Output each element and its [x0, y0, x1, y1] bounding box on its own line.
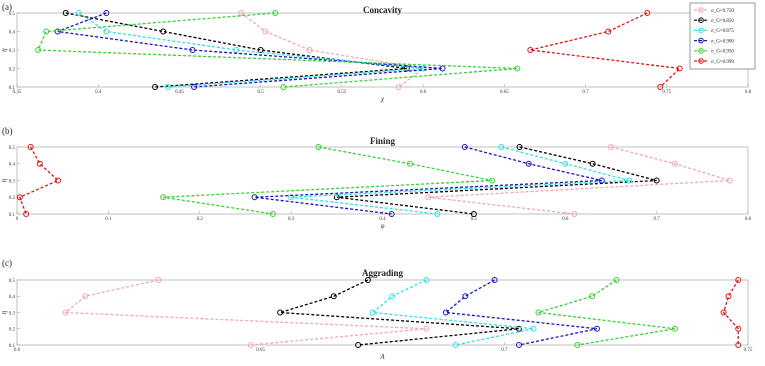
x-tick-label: 0.6	[13, 348, 21, 353]
axes-frame	[17, 280, 748, 345]
data-point	[104, 29, 109, 34]
chart-title: Fining	[369, 136, 396, 146]
series-line	[163, 147, 492, 214]
y-tick-label: 0.4	[8, 162, 15, 168]
panel-aggrading	[0, 258, 753, 361]
y-axis-label: η	[0, 48, 8, 52]
y-tick-label: 0.3	[8, 311, 15, 317]
panel-concavity	[0, 2, 752, 103]
data-point	[44, 29, 49, 34]
x-tick-label: 0.5	[257, 90, 264, 95]
x-tick-label: 0.8	[744, 217, 752, 222]
x-axis-label: φ	[380, 222, 385, 230]
series-line	[66, 13, 407, 87]
y-tick-label: 0.5	[8, 145, 15, 151]
panel-label: (c)	[2, 258, 12, 268]
panel-label: (b)	[2, 126, 13, 136]
chart-title: Aggrading	[361, 268, 404, 278]
series-line	[446, 280, 597, 345]
series-3	[252, 145, 604, 217]
x-tick-label: 0.6	[562, 217, 569, 222]
series-5	[17, 145, 60, 217]
series-2	[289, 145, 632, 217]
y-tick-label: 0.1	[8, 212, 15, 218]
legend-label: σ_G=0.750	[711, 8, 734, 14]
y-tick-label: 0.4	[8, 30, 15, 36]
data-point	[56, 178, 61, 183]
series-line	[58, 13, 443, 87]
x-tick-label: 0.65	[499, 90, 509, 95]
series-5	[528, 11, 682, 90]
y-tick-label: 0.2	[8, 67, 15, 73]
y-tick-label: 0.1	[8, 343, 15, 349]
series-0	[63, 278, 429, 348]
y-tick-label: 0.3	[8, 179, 15, 185]
y-tick-label: 0.2	[8, 327, 15, 333]
legend-label: σ_G=0.999	[711, 59, 734, 65]
x-tick-label: 0.6	[419, 90, 427, 95]
y-tick-label: 0.4	[8, 295, 15, 301]
data-point	[307, 48, 312, 53]
data-point	[463, 294, 468, 299]
x-tick-label: 0.8	[744, 90, 752, 95]
series-line	[337, 147, 657, 214]
series-1	[278, 278, 522, 348]
x-axis-label: χ	[380, 95, 385, 103]
series-line	[428, 147, 730, 214]
data-point	[606, 29, 611, 34]
series-line	[291, 147, 629, 214]
x-tick-label: 0.5	[470, 217, 477, 222]
series-2	[370, 278, 536, 348]
x-axis-label: A	[380, 353, 385, 361]
series-1	[63, 11, 409, 90]
legend	[690, 3, 755, 69]
legend-label: σ_G=0.900	[711, 39, 734, 45]
data-point	[370, 310, 375, 315]
series-line	[20, 147, 58, 214]
x-tick-label: 0.55	[337, 90, 347, 95]
series-line	[373, 280, 534, 345]
y-tick-label: 0.2	[8, 196, 15, 202]
series-3	[443, 278, 599, 348]
x-tick-label: 0.45	[175, 90, 184, 95]
series-0	[426, 145, 733, 217]
x-tick-label: 0.7	[582, 90, 589, 95]
x-tick-label: 0.3	[288, 217, 295, 222]
series-line	[38, 13, 517, 87]
x-tick-label: 0.65	[256, 348, 266, 353]
x-tick-label: 0.75	[743, 348, 753, 353]
data-point	[83, 294, 88, 299]
y-axis-label: η	[0, 178, 8, 183]
series-1	[334, 145, 659, 217]
x-tick-label: 0.4	[379, 217, 386, 222]
legend-label: σ_G=0.875	[711, 29, 734, 35]
x-tick-label: 0.75	[662, 90, 672, 95]
y-tick-label: 0.5	[8, 278, 15, 284]
series-line	[280, 280, 519, 345]
series-0	[239, 11, 426, 90]
series-5	[721, 278, 741, 348]
y-tick-label: 0.5	[8, 11, 15, 17]
y-axis-label: η	[0, 310, 8, 315]
series-line	[66, 280, 427, 345]
x-tick-label: 0	[15, 217, 19, 222]
series-line	[241, 13, 423, 87]
y-tick-label: 0.1	[8, 85, 15, 91]
chart-title: Concavity	[363, 5, 402, 15]
series-line	[538, 280, 674, 345]
panel-fining	[0, 126, 752, 230]
series-line	[255, 147, 602, 214]
legend-label: σ_G=0.850	[711, 19, 734, 24]
series-2	[76, 11, 425, 90]
data-point	[37, 161, 42, 166]
y-tick-label: 0.3	[8, 48, 15, 54]
axes-frame	[17, 147, 748, 214]
x-tick-label: 0.7	[501, 348, 508, 353]
legend-label: σ_G=0.950	[711, 49, 734, 55]
x-tick-label: 0.4	[95, 90, 102, 95]
x-tick-label: 0.1	[105, 217, 112, 222]
series-line	[530, 13, 679, 87]
x-tick-label: 0.35	[12, 90, 22, 95]
x-tick-label: 0.7	[653, 217, 660, 222]
series-3	[55, 11, 445, 90]
panel-label: (a)	[2, 2, 12, 12]
x-tick-label: 0.2	[196, 217, 203, 222]
